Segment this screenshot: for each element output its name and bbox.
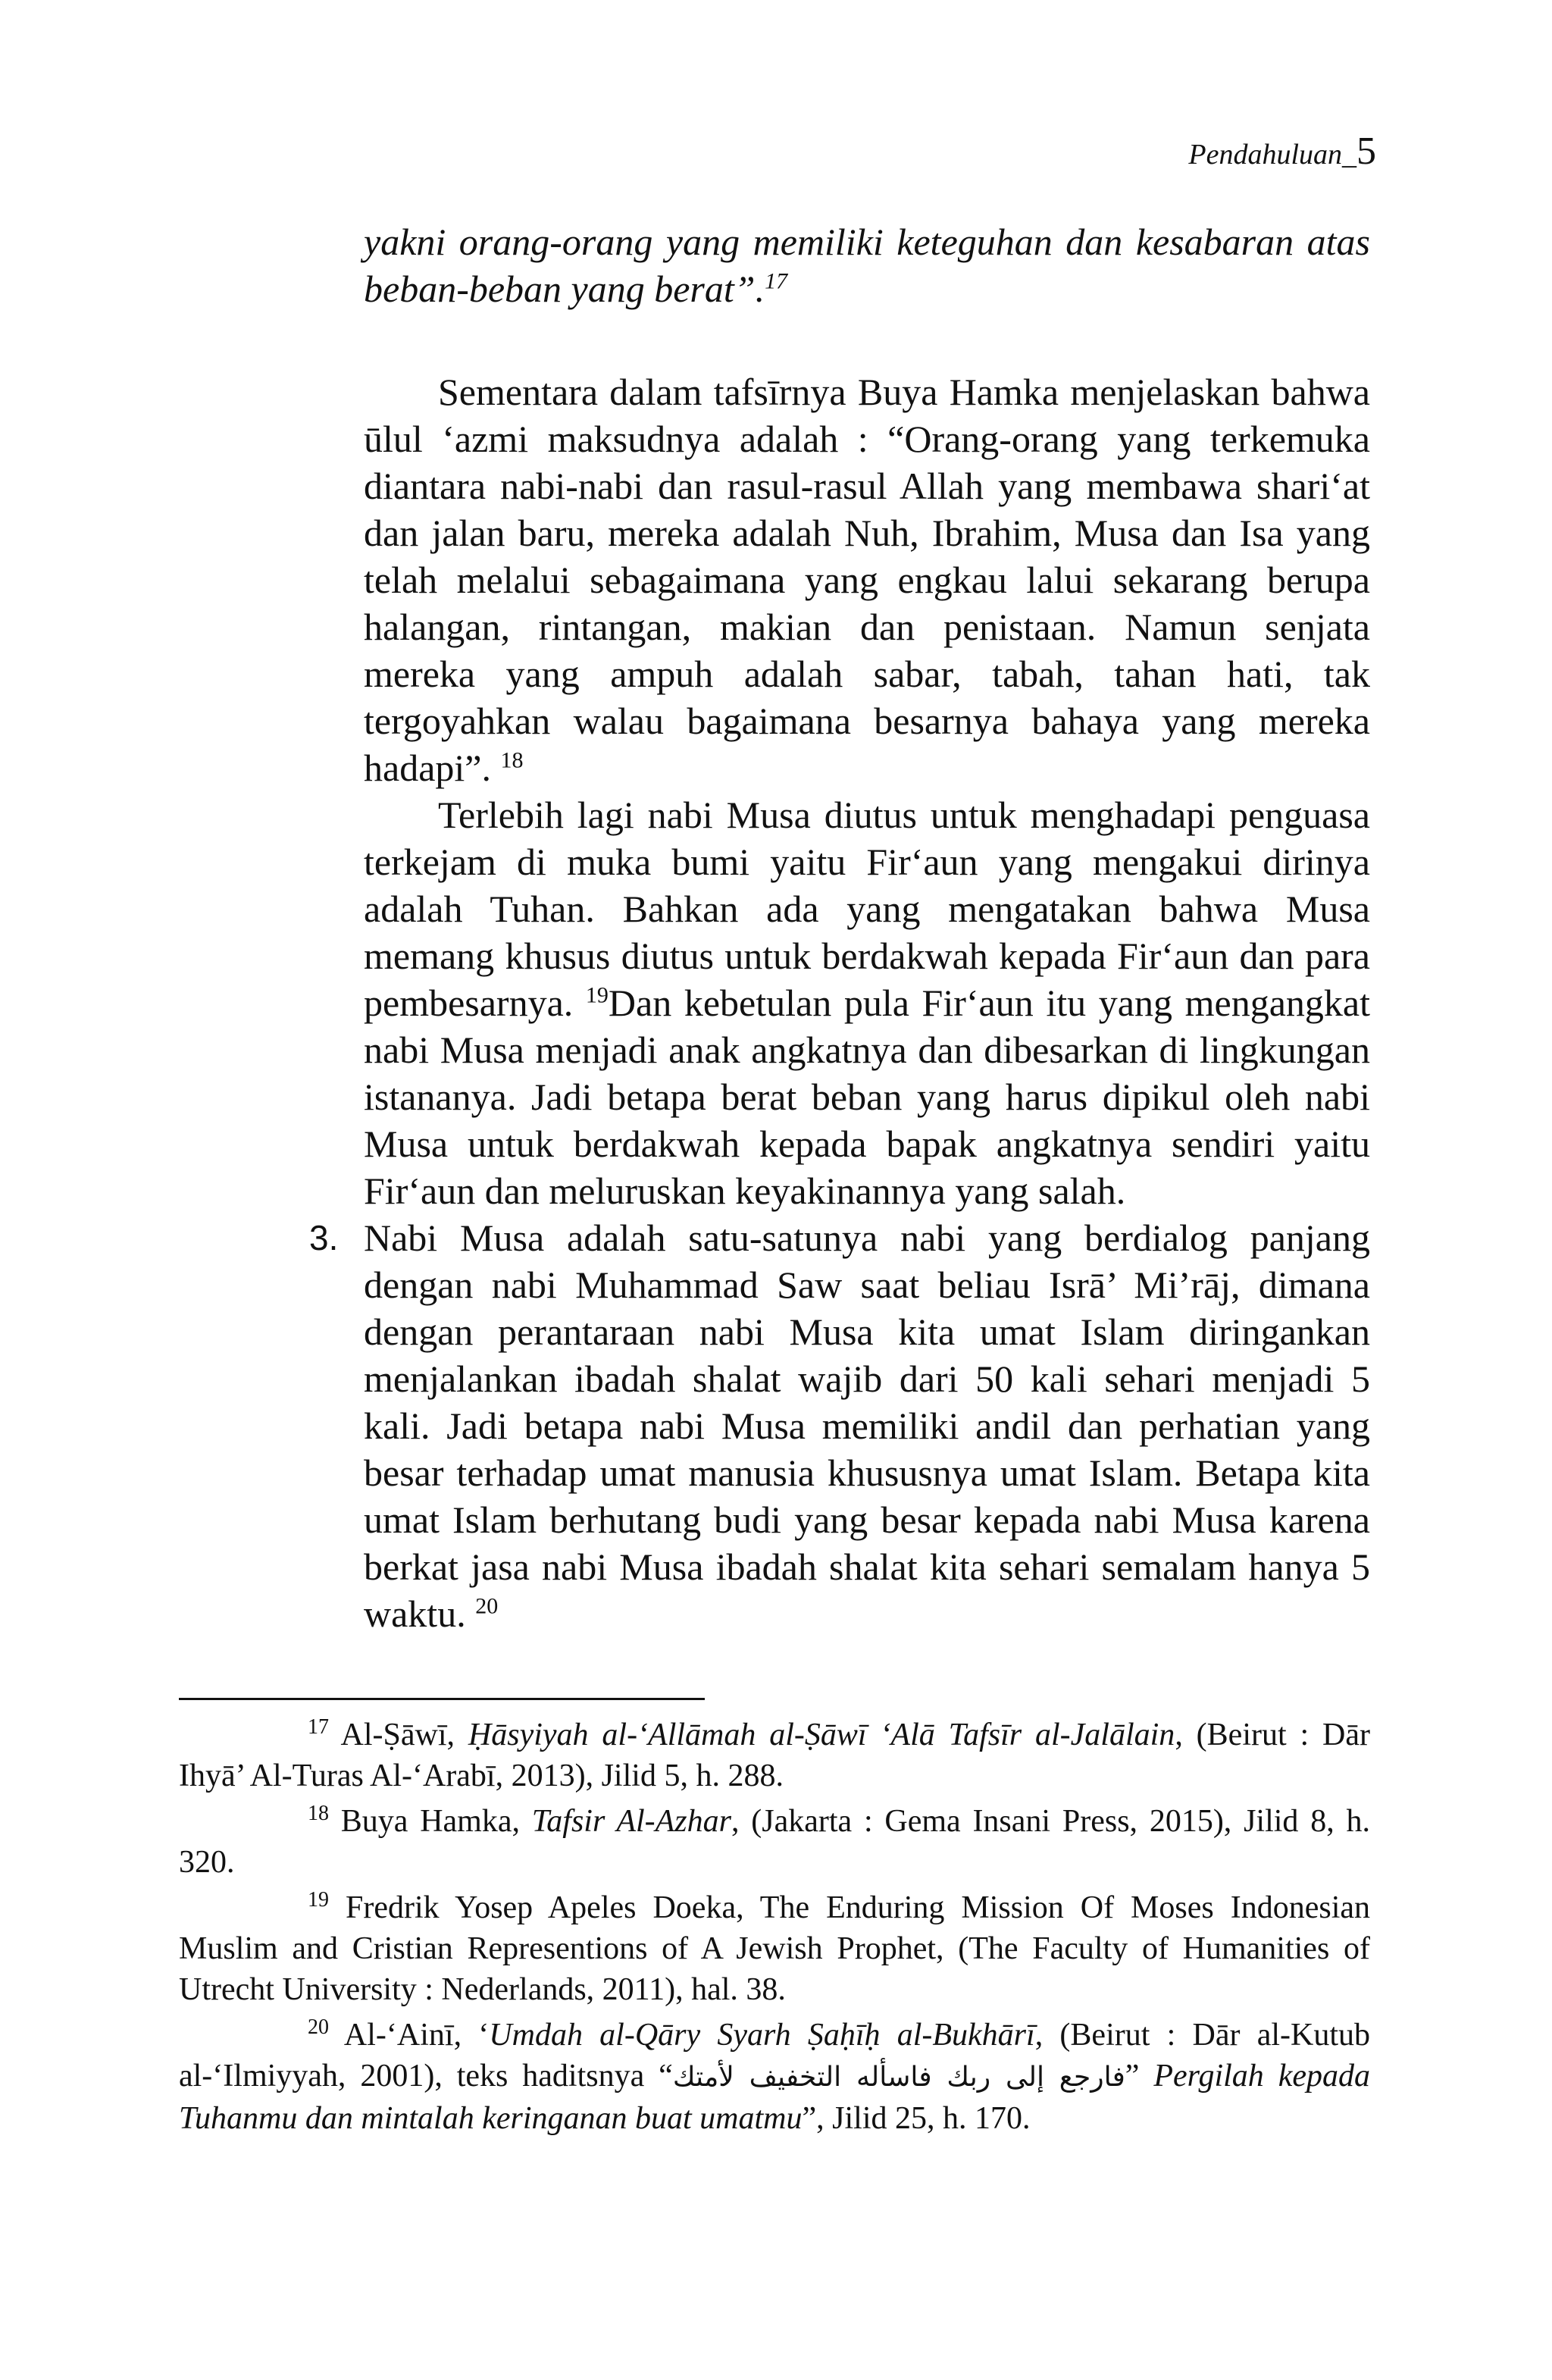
footnote-title: Ḥāsyiyah al-‘Allāmah al-Ṣāwī ‘Alā Tafsīr al-Jalālain <box>468 1718 1175 1752</box>
page-number: 5 <box>1356 130 1376 173</box>
footnote-citation: ”, Jilid 25, h. 170. <box>802 2101 1031 2136</box>
footnote-title: Tafsir Al-Azhar <box>531 1804 731 1839</box>
footnote-number: 18 <box>308 1802 329 1825</box>
footnote-ref-17: 17 <box>765 268 788 294</box>
paragraph-text: Sementara dalam tafsīrnya Buya Hamka menjelaskan bahwa ūlul ‘azmi maksudnya adalah : “Orang-orang yang terkemuka diantara nabi-nabi dan rasul-rasul Allah yang membawa shari‘at dan jalan baru, mereka adalah Nuh, Ibrahim, Musa dan Isa yang telah melalui sebagaimana yang engkau lalui sekarang berupa halangan, rintangan, makian dan penistaan. Namun senjata mereka yang ampuh adalah sabar, tabah, tahan hati, tak tergoyahkan walau bagaimana besarnya bahaya yang mereka hadapi”. <box>364 371 1370 789</box>
footnote-17 <box>179 1715 1370 1796</box>
footnote-number: 19 <box>308 1888 329 1912</box>
footnote-author: Buya Hamka, <box>340 1804 532 1839</box>
footnote-20 <box>179 2015 1370 2139</box>
footnote-title: Umdah al-Qāry Syarh Ṣaḥīḥ al-Bukhārī <box>489 2018 1035 2053</box>
footnote-ref-18: 18 <box>500 747 524 773</box>
footnote-ref-20: 20 <box>475 1593 499 1619</box>
paragraph-hamka <box>364 368 1370 791</box>
main-body <box>309 368 1370 1637</box>
paragraph-text: Terlebih lagi nabi Musa diutus untuk menghadapi penguasa terkejam di muka bumi yaitu Fir‘aun yang mengakui dirinya adalah Tuhan. Bahkan ada yang mengatakan bahwa Musa memang khusus diutus untuk berdakwah kepada Fir‘aun dan para pembesarnya. <box>364 794 1370 1024</box>
footnote-citation: , (Beirut : Dār al-Kutub al-‘Ilmiyyah, 2001), teks haditsnya “ <box>179 2018 1371 2093</box>
footnotes <box>179 1715 1370 2144</box>
page-header <box>1188 129 1376 174</box>
footnote-number: 17 <box>308 1715 329 1739</box>
list-item-text: Nabi Musa adalah satu-satunya nabi yang berdialog panjang dengan nabi Muhammad Saw saat beliau Isrā’ Mi’rāj, dimana dengan perantaraan nabi Musa kita umat Islam diringankan menjalankan ibadah shalat wajib dari 50 kali sehari menjadi 5 kali. Jadi betapa nabi Musa memiliki andil dan perhatian yang besar terhadap umat manusia khususnya umat Islam. Betapa kita umat Islam berhutang budi yang besar kepada nabi Musa karena berkat jasa nabi Musa ibadah shalat kita sehari semalam hanya 5 waktu. <box>364 1217 1370 1635</box>
footnote-19 <box>179 1887 1370 2010</box>
intro-quote-text: yakni orang-orang yang memiliki keteguhan dan kesabaran atas beban-beban yang berat”. <box>364 221 1370 310</box>
footnote-author: Al-‘Ainī, ‘ <box>343 2018 490 2053</box>
list-item-3 <box>309 1214 1370 1637</box>
footnote-divider <box>179 1698 705 1700</box>
footnote-quote-close: ” <box>1125 2059 1154 2093</box>
paragraph-text: Dan kebetulan pula Fir‘aun itu yang mengangkat nabi Musa menjadi anak angkatnya dan dibesarkan di lingkungan istananya. Jadi betapa berat beban yang harus dipikul oleh nabi Musa untuk berdakwah kepada bapak angkatnya sendiri yaitu Fir‘aun dan meluruskan keyakinannya yang salah. <box>364 982 1370 1212</box>
intro-quote <box>364 218 1370 312</box>
footnote-number: 20 <box>308 2015 329 2039</box>
footnote-author: Al-Ṣāwī, <box>340 1718 468 1752</box>
list-marker: 3. <box>309 1218 339 1257</box>
footnote-citation: Fredrik Yosep Apeles Doeka, The Enduring Mission Of Moses Indonesian Muslim and Cristian Representions of A Jewish Prophet, (The Faculty of Humanities of Utrecht University : Nederlands, 2011), hal. 38. <box>179 1890 1371 2007</box>
section-title: Pendahuluan_ <box>1188 139 1356 171</box>
footnote-ref-19: 19 <box>585 982 609 1008</box>
footnote-citation: , (Jakarta : Gema Insani Press, 2015), Jilid 8, h. 320. <box>179 1804 1370 1880</box>
paragraph-musa-firaun <box>364 791 1370 1214</box>
footnote-18 <box>179 1801 1370 1883</box>
arabic-hadith-text: فارجع إلى ربك فاسأله التخفيف لأمتك <box>672 2062 1125 2093</box>
footnote-citation: , (Beirut : Dār Ihyā’ Al-Turas Al-‘Arabī, 2013), Jilid 5, h. 288. <box>179 1718 1370 1793</box>
hadith-translation: Pergilah kepada Tuhanmu dan mintalah keringanan buat umatmu <box>179 2059 1370 2136</box>
